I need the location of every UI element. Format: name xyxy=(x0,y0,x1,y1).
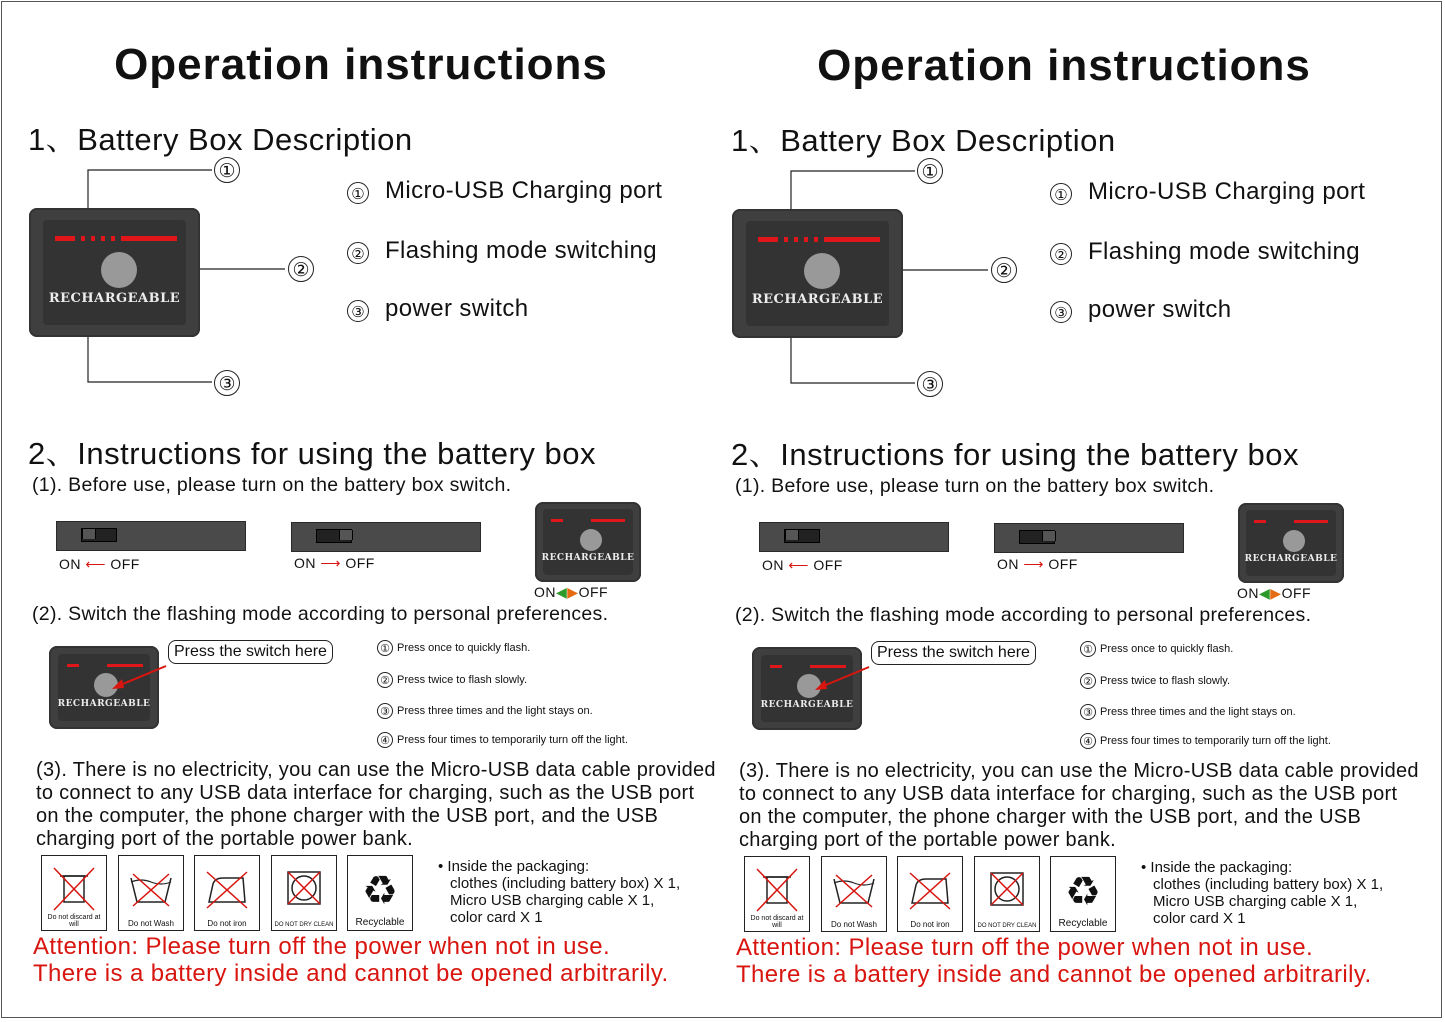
attention-line-2: There is a battery inside and cannot be opened arbitrarily. xyxy=(33,960,669,987)
battery-box-small: RECHARGEABLE xyxy=(535,502,641,582)
instructions-panel-right xyxy=(703,1,1425,1022)
switch-on-illustration xyxy=(291,522,481,552)
mode-2-number: ② xyxy=(1080,673,1096,689)
item-1-text: Micro-USB Charging port xyxy=(1088,178,1366,205)
mode-2-text: Press twice to flash slowly. xyxy=(1100,675,1231,687)
battery-box-image xyxy=(732,209,903,338)
attention-line-1: Attention: Please turn off the power when not in use. xyxy=(736,934,1314,961)
section1-heading: 1、Battery Box Description xyxy=(731,123,1116,158)
page-title: Operation instructions xyxy=(817,41,1311,90)
item-2-number: ② xyxy=(1050,243,1072,265)
mode-1-number: ① xyxy=(377,640,393,656)
item-1-number: ① xyxy=(1050,183,1072,205)
mode-button xyxy=(804,253,840,289)
section2-heading: 2、Instructions for using the battery box xyxy=(731,437,1299,472)
battery-box-image xyxy=(29,208,200,337)
marker-1: ① xyxy=(214,157,240,183)
step2-text: (2). Switch the flashing mode according to personal preferences. xyxy=(735,604,1312,626)
arrow-icon xyxy=(813,665,873,695)
switch-label-1: ON ⟵ OFF xyxy=(59,556,140,572)
mode-4-text: Press four times to temporarily turn off the light. xyxy=(397,734,628,746)
page-title: Operation instructions xyxy=(114,40,608,89)
packaging-list: • Inside the packaging: clothes (including battery box) X 1, Micro USB charging cable X 1, color card X 1 xyxy=(438,858,681,926)
switch-label-3: ON◀▶OFF xyxy=(534,584,609,600)
marker-2: ② xyxy=(288,256,314,282)
item-2-number: ② xyxy=(347,242,369,264)
item-3-number: ③ xyxy=(1050,301,1072,323)
battery-box-small: RECHARGEABLE xyxy=(1238,503,1344,583)
mode-2-text: Press twice to flash slowly. xyxy=(397,674,528,686)
step2-text: (2). Switch the flashing mode according to personal preferences. xyxy=(32,603,609,625)
item-2-text: Flashing mode switching xyxy=(1088,238,1360,265)
item-3-number: ③ xyxy=(347,300,369,322)
switch-off-illustration xyxy=(56,521,246,551)
no-iron-icon: Do not iron xyxy=(194,855,260,931)
box-label: RECHARGEABLE xyxy=(751,292,884,307)
no-wash-icon: Do not Wash xyxy=(118,855,184,931)
attention-line-2: There is a battery inside and cannot be opened arbitrarily. xyxy=(736,961,1372,988)
mode-1-text: Press once to quickly flash. xyxy=(397,642,531,654)
marker-2: ② xyxy=(991,257,1017,283)
item-2-text: Flashing mode switching xyxy=(385,237,657,264)
switch-off-illustration xyxy=(759,522,949,552)
item-3-text: power switch xyxy=(385,295,529,322)
mode-3-text: Press three times and the light stays on. xyxy=(397,705,593,717)
marker-3: ③ xyxy=(917,371,943,397)
no-dry-clean-icon: DO NOT DRY CLEAN xyxy=(974,856,1040,932)
switch-label-2: ON ⟶ OFF xyxy=(997,556,1078,572)
attention-line-1: Attention: Please turn off the power when not in use. xyxy=(33,933,611,960)
switch-on-illustration xyxy=(994,523,1184,553)
switch-label-2: ON ⟶ OFF xyxy=(294,555,375,571)
marker-3: ③ xyxy=(214,370,240,396)
crossed-bin-icon: Do not discard at will xyxy=(744,856,810,932)
no-dry-clean-icon: DO NOT DRY CLEAN xyxy=(271,855,337,931)
battery-box-press: RECHARGEABLE xyxy=(752,647,862,730)
switch-label-1: ON ⟵ OFF xyxy=(762,557,843,573)
recycle-icon: ♻ Recyclable xyxy=(1050,856,1116,932)
mode-1-number: ① xyxy=(1080,641,1096,657)
mode-3-number: ③ xyxy=(1080,704,1096,720)
arrow-icon xyxy=(110,664,170,694)
svg-text:♻: ♻ xyxy=(1065,869,1101,915)
instructions-panel-left xyxy=(0,0,722,1021)
section2-heading: 2、Instructions for using the battery box xyxy=(28,436,596,471)
press-callout: Press the switch here xyxy=(168,640,333,664)
step1-text: (1). Before use, please turn on the battery box switch. xyxy=(32,474,512,496)
press-callout: Press the switch here xyxy=(871,641,1036,665)
item-1-text: Micro-USB Charging port xyxy=(385,177,663,204)
mode-4-text: Press four times to temporarily turn off the light. xyxy=(1100,735,1331,747)
item-3-text: power switch xyxy=(1088,296,1232,323)
mode-4-number: ④ xyxy=(377,732,393,748)
packaging-list: • Inside the packaging: clothes (including battery box) X 1, Micro USB charging cable X 1, color card X 1 xyxy=(1141,859,1384,927)
item-1-number: ① xyxy=(347,182,369,204)
mode-4-number: ④ xyxy=(1080,733,1096,749)
mode-2-number: ② xyxy=(377,672,393,688)
marker-1: ① xyxy=(917,158,943,184)
section1-heading: 1、Battery Box Description xyxy=(28,122,413,157)
mode-3-number: ③ xyxy=(377,703,393,719)
mode-3-text: Press three times and the light stays on. xyxy=(1100,706,1296,718)
mode-button xyxy=(101,252,137,288)
step3-text: (3). There is no electricity, you can use the Micro-USB data cable provided to connect to any USB data interface for charging, such as the USB port on the computer, the phone charger with the USB port, and the USB charging port of the portable power bank. xyxy=(36,759,716,850)
step3-text: (3). There is no electricity, you can use the Micro-USB data cable provided to connect to any USB data interface for charging, such as the USB port on the computer, the phone charger with the USB port, and the USB charging port of the portable power bank. xyxy=(739,760,1419,851)
box-label: RECHARGEABLE xyxy=(48,291,181,306)
mode-1-text: Press once to quickly flash. xyxy=(1100,643,1234,655)
recycle-icon: ♻ Recyclable xyxy=(347,855,413,931)
no-iron-icon: Do not iron xyxy=(897,856,963,932)
svg-text:♻: ♻ xyxy=(362,868,398,914)
battery-box-press: RECHARGEABLE xyxy=(49,646,159,729)
no-wash-icon: Do not Wash xyxy=(821,856,887,932)
step1-text: (1). Before use, please turn on the battery box switch. xyxy=(735,475,1215,497)
crossed-bin-icon: Do not discard at will xyxy=(41,855,107,931)
switch-label-3: ON◀▶OFF xyxy=(1237,585,1312,601)
